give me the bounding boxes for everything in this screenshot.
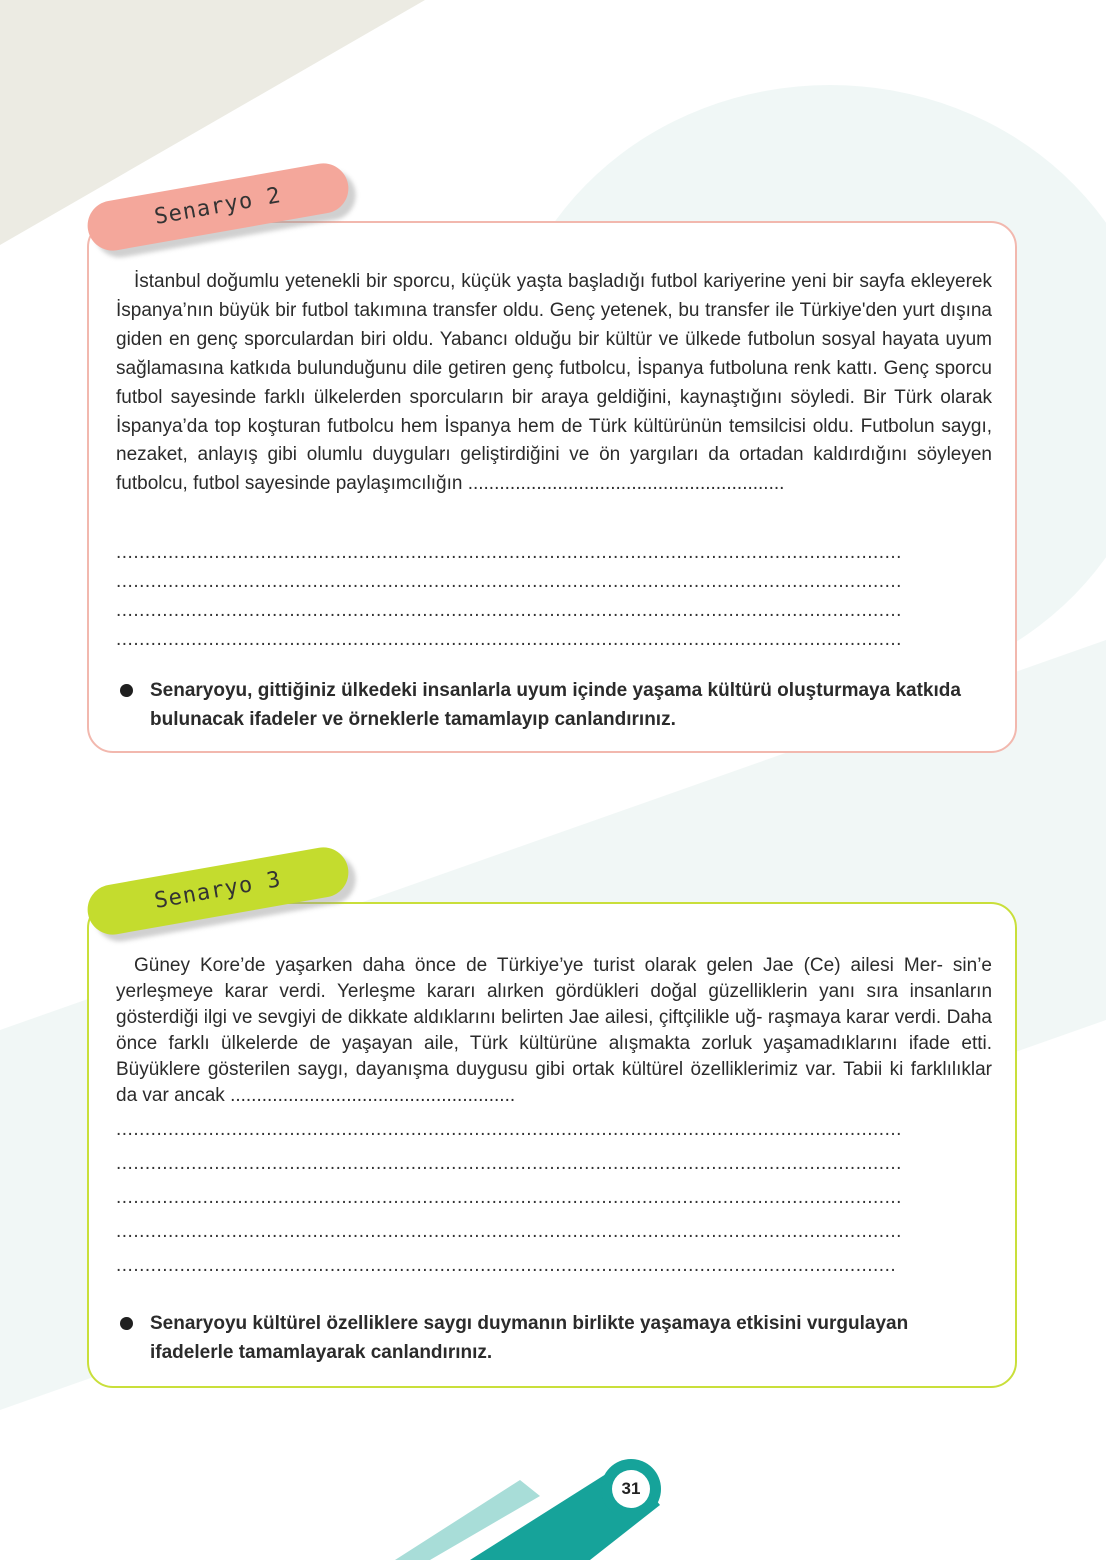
line: sayfa ekleyerek İspanya’nın büyük bir futbol takımına transfer oldu. Genç yetenek, bu xyxy=(116,271,992,321)
line: bir kültür ve ülkede futbolun sosyal hayata uyum sağlamasına katkıda bulunduğunu dile xyxy=(116,328,993,379)
bullet-icon xyxy=(120,1317,133,1330)
line: Güney Kore’de yaşarken daha önce de Türkiye’ye turist olarak gelen Jae (Ce) ailesi Mer- xyxy=(134,955,943,976)
answer-line[interactable]: ........................................................................................................................................ xyxy=(116,543,902,563)
line: getiren genç futbolcu, İspanya futboluna renk kattı. Genç sporcu futbol sayesinde farklı xyxy=(116,357,992,408)
scenario-3-text xyxy=(116,953,992,1109)
line: İstanbul doğumlu yetenekli bir sporcu, küçük yaşta başladığı futbol kariyerine yeni bir xyxy=(134,271,854,292)
answer-line[interactable]: ........................................................................................................................................ xyxy=(116,1154,902,1174)
bullet-icon xyxy=(120,684,133,697)
line: top koşturan futbolcu hem İspanya hem de Türk kültürünün temsilcisi oldu. Futbolun saygı, xyxy=(214,415,993,437)
answer-line[interactable]: ....................................................................................................................................... xyxy=(116,1256,897,1276)
answer-line[interactable]: ........................................................................................................................................ xyxy=(116,601,902,621)
instruction-text: Senaryoyu kültürel özelliklere saygı duymanın birlikte yaşamaya etkisini vurgulayan ifadelerle tamamlayarak canlandırınız. xyxy=(150,1313,909,1363)
answer-line[interactable]: ........................................................................................................................................ xyxy=(116,572,902,592)
line: raşmaya karar verdi. Daha önce farklı ülkelerde de yaşayan aile, Türk kültürüne alışmakta xyxy=(116,1007,992,1054)
line: transfer ile Türkiye'den yurt dışına giden en genç sporculardan biri oldu. Yabancı olduğu xyxy=(116,299,992,350)
scenario-2-text xyxy=(116,268,992,499)
instruction-text: Senaryoyu, gittiğiniz ülkedeki insanlarla uyum içinde yaşama kültürü oluşturmaya katkıda bulunacak ifadeler ve örneklerle tamamlayıp canlandırınız. xyxy=(150,680,961,730)
answer-line[interactable]: ........................................................................................................................................ xyxy=(116,630,902,650)
scenario-2-title: Senaryo 2 xyxy=(152,183,284,230)
answer-line[interactable]: ........................................................................................................................................ xyxy=(116,1188,902,1208)
line: sin’e yerleşmeye karar verdi. Yerleşme kararı alırken gördükleri doğal güzelliklerin yanı sıra xyxy=(116,955,992,1002)
line: söyleyen futbolcu, futbol sayesinde paylaşımcılığın ............................................................ xyxy=(116,444,992,495)
scenario-3-title: Senaryo 3 xyxy=(152,867,284,914)
line: insanların gösterdiği ilgi ve sevgiyi de dikkate aldıklarını belirten Jae ailesi, çiftçilikle uğ- xyxy=(116,981,993,1028)
line: ülkelerden sporcuların bir araya geldiğini, kaynaştığını söyledi. Bir Türk olarak İspanya’da xyxy=(116,386,993,437)
line: kültürel özelliklerimiz var. Tabii ki farklılıklar da var ancak ...................................................... xyxy=(116,1059,992,1106)
page-number: 31 xyxy=(621,1479,641,1498)
line: zorluk yaşamadıklarını ifade etti. Büyüklere gösterilen saygı, dayanışma duygusu gibi ortak xyxy=(116,1033,992,1080)
answer-line[interactable]: ........................................................................................................................................ xyxy=(116,1222,902,1242)
line: nezaket, anlayış gibi olumlu duyguları geliştirdiğini ve ön yargıları da ortadan kaldırdığını xyxy=(116,444,908,466)
scenario-3-instruction xyxy=(116,1309,994,1367)
answer-line[interactable]: ........................................................................................................................................ xyxy=(116,1120,902,1140)
scenario-2-instruction xyxy=(116,676,994,734)
